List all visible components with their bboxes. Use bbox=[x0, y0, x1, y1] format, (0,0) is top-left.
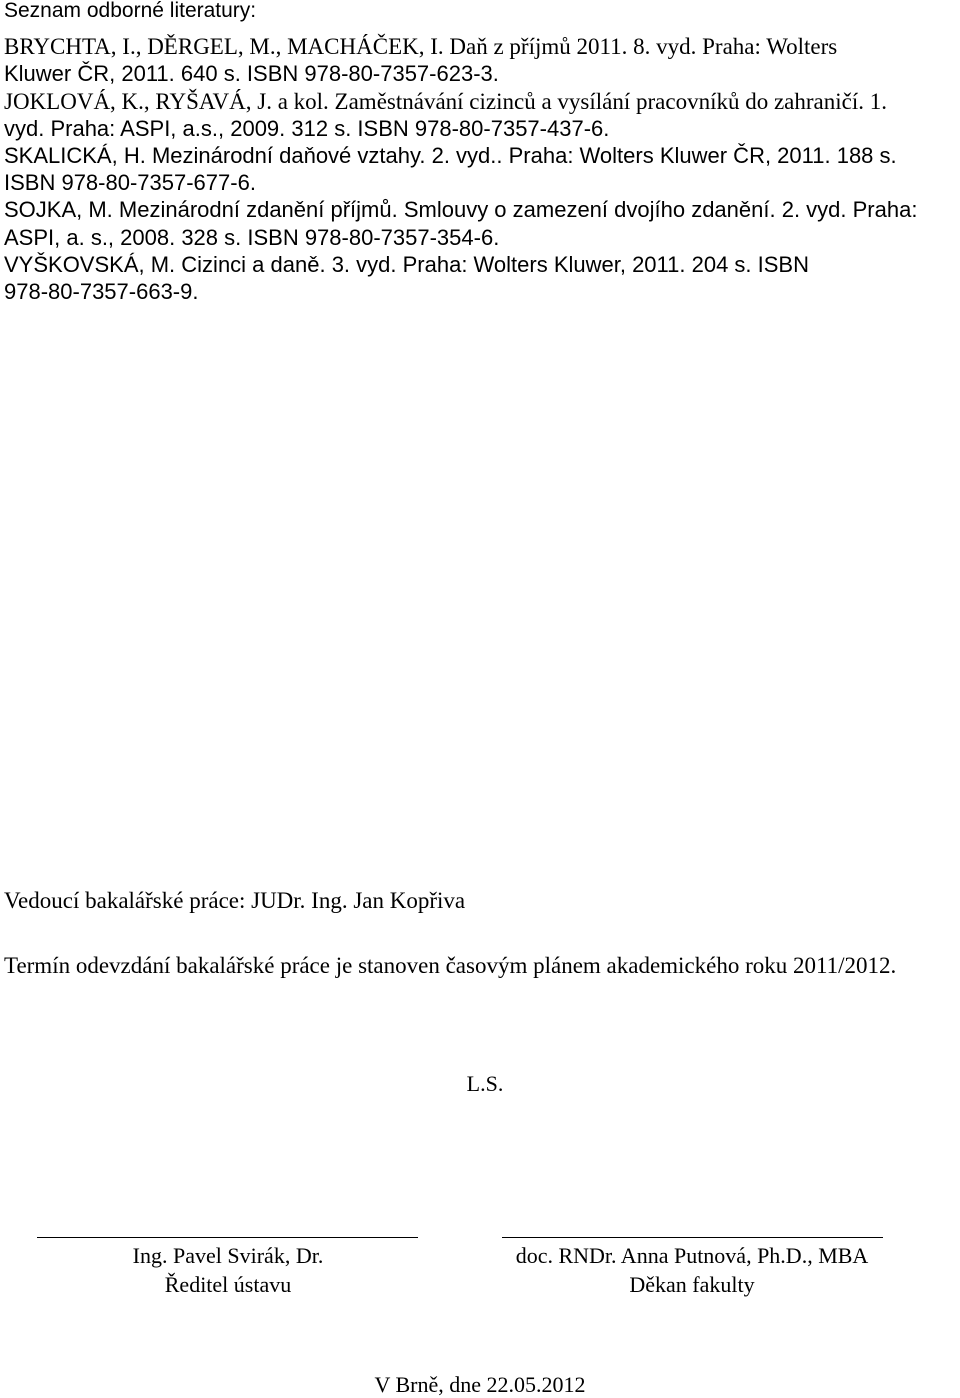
left-signature-line bbox=[37, 1237, 418, 1238]
literature-line-6: ISBN 978-80-7357-677-6. bbox=[4, 170, 256, 195]
literature-line-5: SKALICKÁ, H. Mezinárodní daňové vztahy. 2. vyd.. Praha: Wolters Kluwer ČR, 2011. 188 s. bbox=[4, 143, 897, 168]
literature-line-8: ASPI, a. s., 2008. 328 s. ISBN 978-80-7357-354-6. bbox=[4, 225, 500, 250]
literature-line-1: BRYCHTA, I., DĚRGEL, M., MACHÁČEK, I. Daň z příjmů 2011. 8. vyd. Praha: Wolters bbox=[4, 34, 838, 59]
literature-line-2: Kluwer ČR, 2011. 640 s. ISBN 978-80-7357-623-3. bbox=[4, 61, 499, 86]
left-signatory-role: Ředitel ústavu bbox=[164, 1272, 292, 1297]
right-signature-line bbox=[502, 1237, 883, 1238]
right-signatory-name: doc. RNDr. Anna Putnová, Ph.D., MBA bbox=[515, 1243, 869, 1268]
deadline-line: Termín odevzdání bakalářské práce je stanoven časovým plánem akademického roku 2011/2012. bbox=[4, 953, 897, 978]
literature-line-9: VYŠKOVSKÁ, M. Cizinci a daně. 3. vyd. Praha: Wolters Kluwer, 2011. 204 s. ISBN bbox=[4, 252, 809, 277]
place-date: V Brně, dne 22.05.2012 bbox=[374, 1372, 586, 1397]
literature-line-4: vyd. Praha: ASPI, a.s., 2009. 312 s. ISBN 978-80-7357-437-6. bbox=[4, 116, 610, 141]
left-signatory-name: Ing. Pavel Svirák, Dr. bbox=[132, 1243, 324, 1268]
seal-mark: L.S. bbox=[466, 1071, 504, 1096]
literature-line-3: JOKLOVÁ, K., RYŠAVÁ, J. a kol. Zaměstnávání cizinců a vysílání pracovníků do zahraničí. 1. bbox=[4, 89, 887, 114]
literature-line-7: SOJKA, M. Mezinárodní zdanění příjmů. Smlouvy o zamezení dvojího zdanění. 2. vyd. Praha: bbox=[4, 197, 918, 222]
supervisor-line: Vedoucí bakalářské práce: JUDr. Ing. Jan Kopřiva bbox=[4, 888, 466, 913]
literature-line-10: 978-80-7357-663-9. bbox=[4, 279, 199, 304]
right-signatory-role: Děkan fakulty bbox=[629, 1272, 755, 1297]
literature-heading: Seznam odborné literatury: bbox=[4, 0, 257, 22]
